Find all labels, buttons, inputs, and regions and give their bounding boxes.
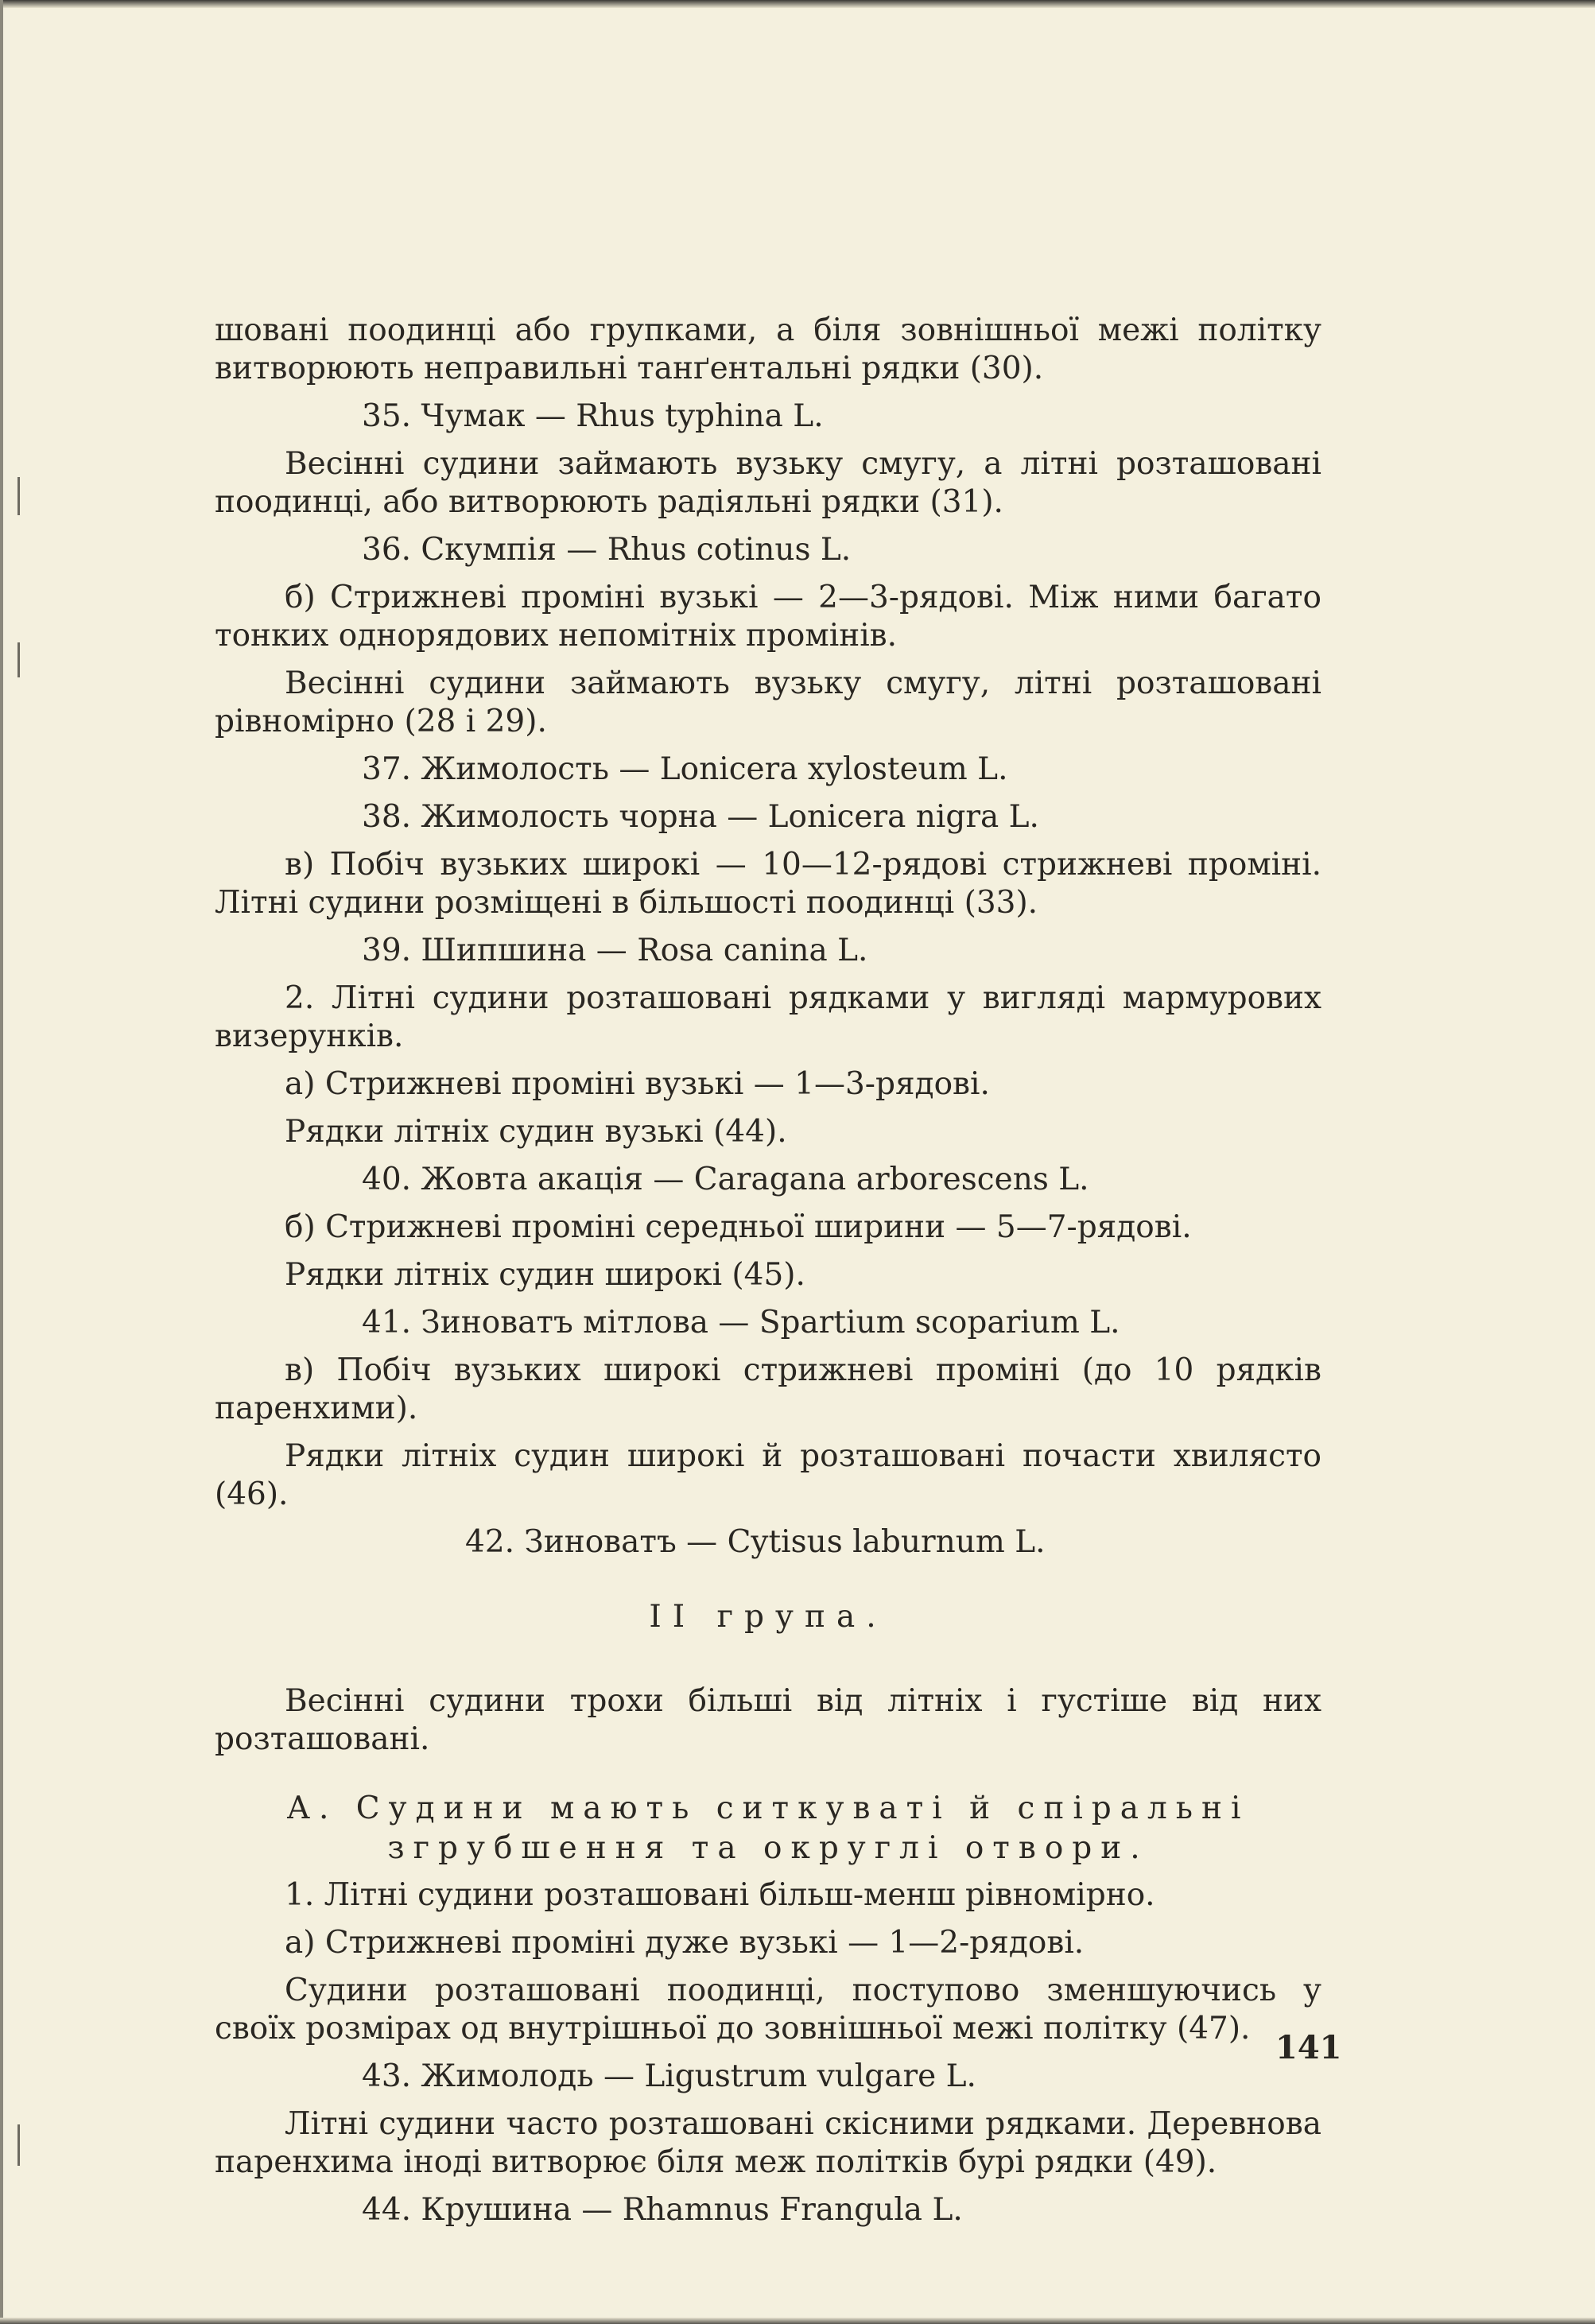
group-heading: II група. (649, 1599, 887, 1635)
paragraph: б) Стрижневі проміні вузькі — 2—3-рядові. Між ними багато тонких однорядових непомітніх промінів. (215, 580, 1321, 654)
species-entry: 42. Зиноватъ — Cytisus laburnum L. (465, 1524, 1046, 1560)
species-entry: 38. Жимолость чорна — Lonicera nigra L. (362, 799, 1039, 835)
page-number: 141 (1275, 2029, 1342, 2066)
margin-mark (17, 642, 20, 677)
paragraph: шовані поодинці або групками, а біля зовнішньої межі політку витворюють неправильні танґентальні рядки (30). (215, 312, 1321, 386)
paragraph: в) Побіч вузьких широкі стрижневі проміні (до 10 рядків паренхими). (215, 1352, 1321, 1426)
species-entry: 37. Жимолость — Lonicera xylosteum L. (362, 751, 1008, 787)
paragraph: Весінні судини трохи більші від літніх і густіше від них розташовані. (215, 1683, 1321, 1757)
paragraph: Рядки літніх судин вузькі (44). (285, 1114, 787, 1150)
paragraph: 2. Літні судини розташовані рядками у вигляді мармурових визерунків. (215, 980, 1321, 1054)
paragraph: а) Стрижневі проміні дуже вузькі — 1—2-рядові. (285, 1925, 1085, 1961)
paragraph: Рядки літніх судин широкі й розташовані почасти хвилясто (46). (215, 1438, 1321, 1512)
species-entry: 36. Скумпія — Rhus cotinus L. (362, 532, 852, 568)
paragraph: б) Стрижневі проміні середньої ширини — 5—7-рядові. (285, 1209, 1192, 1245)
page-top-edge (0, 0, 1595, 8)
paragraph: в) Побіч вузьких широкі — 10—12-рядові стрижневі проміні. Літні судини розміщені в більшості поодинці (33). (215, 847, 1321, 921)
paragraph: Літні судини часто розташовані скісними рядками. Деревнова паренхима іноді витворює біля меж політків бурі рядки (49). (215, 2106, 1321, 2180)
margin-mark (17, 477, 20, 515)
species-entry: 43. Жимолодь — Ligustrum vulgare L. (362, 2058, 976, 2094)
paragraph: 1. Літні судини розташовані більш-менш рівномірно. (285, 1877, 1155, 1913)
species-entry: 41. Зиноватъ мітлова — Spartium scoparium L. (362, 1305, 1120, 1340)
species-entry: 39. Шипшина — Rosa canina L. (362, 933, 868, 968)
section-heading: А. Судини мають ситкуваті й спіральні згрубшення та округлі отвори. (286, 1791, 1250, 1866)
species-entry: 40. Жовта акація — Caragana arborescens L. (362, 1162, 1089, 1197)
margin-mark (17, 2124, 20, 2166)
species-entry: 44. Крушина — Rhamnus Frangula L. (362, 2192, 963, 2228)
paragraph: Весінні судини займають вузьку смугу, а літні розташовані поодинці, або витворюють радіяльні рядки (31). (215, 446, 1321, 520)
paragraph: Весінні судини займають вузьку смугу, літні розташовані рівномірно (28 і 29). (215, 665, 1321, 739)
paragraph: Судини розташовані поодинці, поступово зменшуючись у своїх розмірах од внутрішньої до зовнішньої межі політку (47). (215, 1973, 1321, 2047)
species-entry: 35. Чумак — Rhus typhina L. (362, 398, 824, 434)
paragraph: а) Стрижневі проміні вузькі — 1—3-рядові. (285, 1066, 990, 1102)
page-bottom-edge (0, 2318, 1595, 2324)
page-body (215, 312, 1321, 2239)
paragraph: Рядки літніх судин широкі (45). (285, 1257, 805, 1293)
page-left-edge (0, 0, 3, 2324)
